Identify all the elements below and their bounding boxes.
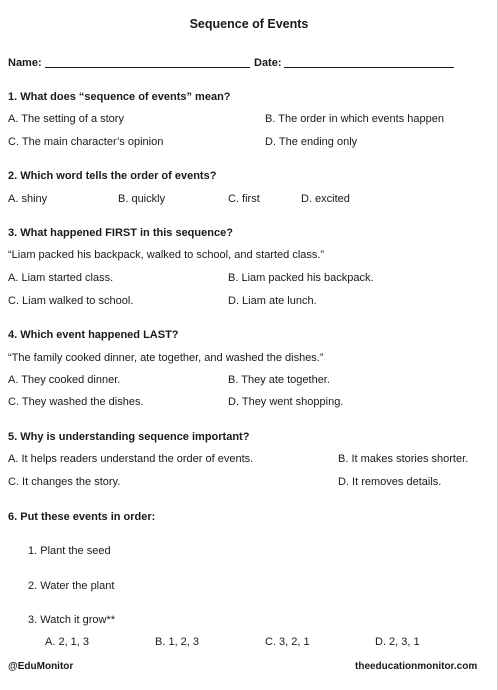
question-1: 1. What does “sequence of events” mean? bbox=[8, 91, 231, 103]
footer-site: theeducationmonitor.com bbox=[355, 661, 478, 672]
q4-passage: “The family cooked dinner, ate together, and washed the dishes.” bbox=[8, 352, 324, 364]
question-3: 3. What happened FIRST in this sequence? bbox=[8, 227, 233, 239]
q6-option-d: D. 2, 3, 1 bbox=[375, 636, 420, 648]
name-field[interactable] bbox=[45, 67, 250, 68]
question-2: 2. Which word tells the order of events? bbox=[8, 170, 217, 182]
q1-option-d: D. The ending only bbox=[265, 136, 358, 148]
date-field[interactable] bbox=[284, 67, 454, 68]
question-4: 4. Which event happened LAST? bbox=[8, 329, 179, 341]
q2-option-c: C. first bbox=[228, 193, 260, 205]
q4-option-b: B. They ate together. bbox=[228, 374, 330, 386]
q1-option-b: B. The order in which events happen bbox=[265, 113, 444, 125]
q1-option-a: A. The setting of a story bbox=[8, 113, 124, 125]
q5-option-a: A. It helps readers understand the order of events. bbox=[8, 453, 254, 465]
q3-option-a: A. Liam started class. bbox=[8, 272, 114, 284]
q6-option-c: C. 3, 2, 1 bbox=[265, 636, 310, 648]
q2-option-a: A. shiny bbox=[8, 193, 48, 205]
question-5: 5. Why is understanding sequence important? bbox=[8, 431, 250, 443]
q6-event-1: 1. Plant the seed bbox=[28, 545, 111, 557]
q5-option-b: B. It makes stories shorter. bbox=[338, 453, 469, 465]
q3-passage: “Liam packed his backpack, walked to school, and started class.” bbox=[8, 249, 325, 261]
q3-option-d: D. Liam ate lunch. bbox=[228, 295, 317, 307]
footer-handle: @EduMonitor bbox=[8, 661, 74, 672]
q3-option-c: C. Liam walked to school. bbox=[8, 295, 134, 307]
q3-option-b: B. Liam packed his backpack. bbox=[228, 272, 374, 284]
q5-option-c: C. It changes the story. bbox=[8, 476, 121, 488]
q4-option-a: A. They cooked dinner. bbox=[8, 374, 121, 386]
question-6: 6. Put these events in order: bbox=[8, 511, 156, 523]
q5-option-d: D. It removes details. bbox=[338, 476, 442, 488]
q4-option-d: D. They went shopping. bbox=[228, 396, 344, 408]
q4-option-c: C. They washed the dishes. bbox=[8, 396, 144, 408]
q6-option-a: A. 2, 1, 3 bbox=[45, 636, 90, 648]
q6-event-3: 3. Watch it grow** bbox=[28, 614, 116, 626]
page-title: Sequence of Events bbox=[189, 17, 309, 31]
q6-option-b: B. 1, 2, 3 bbox=[155, 636, 200, 648]
q6-event-2: 2. Water the plant bbox=[28, 580, 115, 592]
q2-option-b: B. quickly bbox=[118, 193, 166, 205]
q2-option-d: D. excited bbox=[301, 193, 350, 205]
name-label: Name: bbox=[8, 57, 42, 69]
date-label: Date: bbox=[254, 57, 282, 69]
q1-option-c: C. The main character’s opinion bbox=[8, 136, 164, 148]
